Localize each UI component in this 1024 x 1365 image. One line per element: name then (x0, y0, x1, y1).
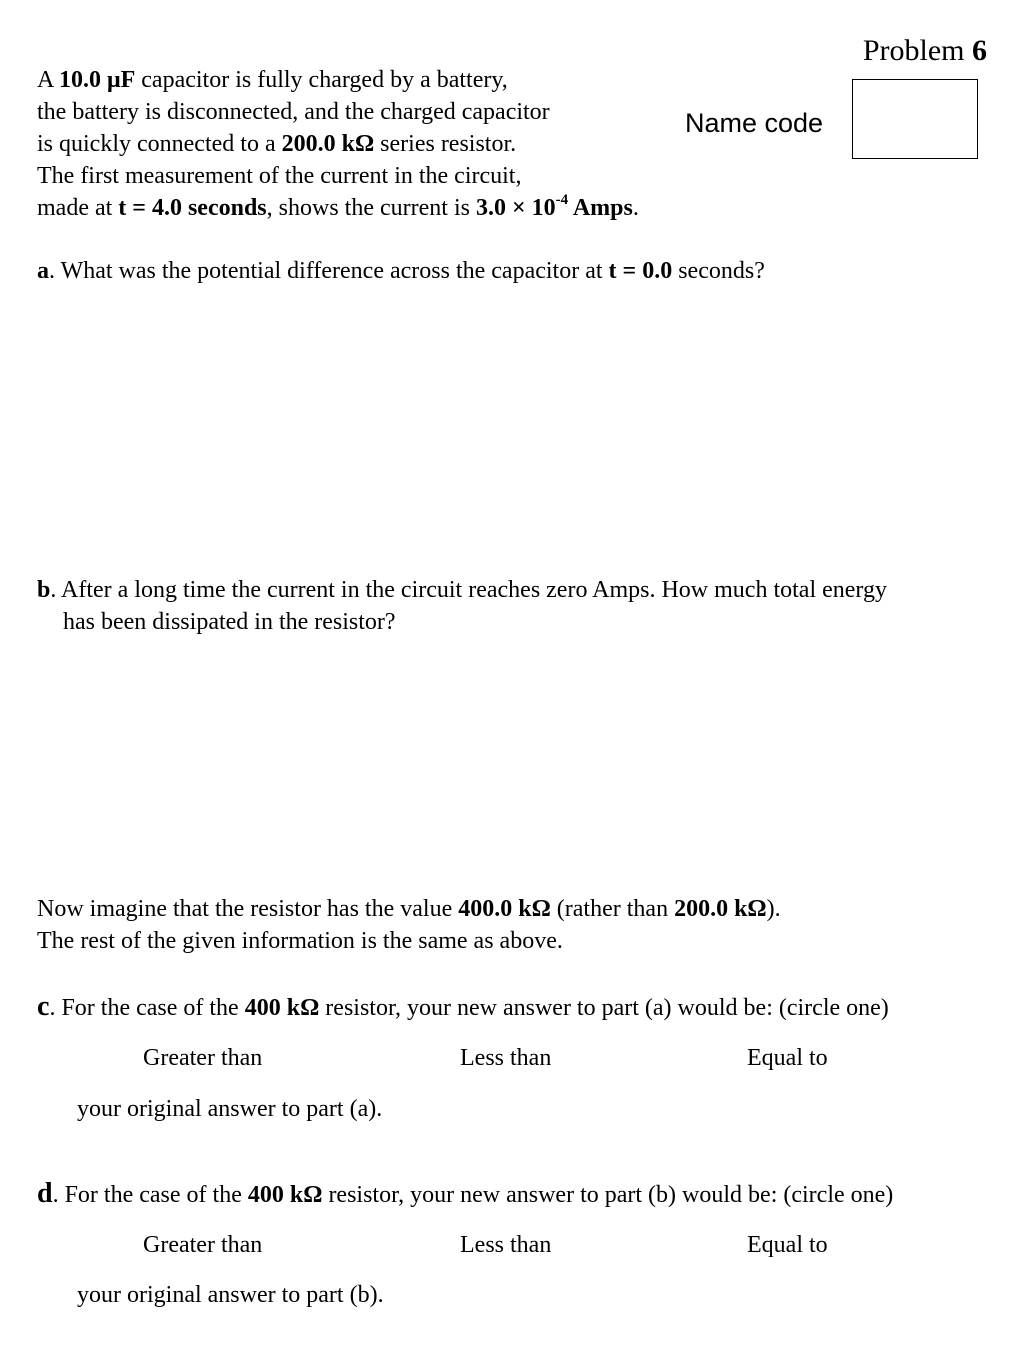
part-d-choice-greater[interactable]: Greater than (143, 1232, 263, 1258)
followup-text: ). (766, 896, 781, 922)
problem-title (863, 32, 987, 70)
intro-text: A (37, 67, 60, 93)
part-b-text: . After a long time the current in the circuit reaches zero Amps. How much total energy (50, 577, 887, 603)
part-c-text: resistor, your new answer to part (a) would be: (circle one) (319, 995, 889, 1021)
part-d-question (37, 1178, 893, 1211)
part-c-tail: your original answer to part (a). (77, 1096, 383, 1122)
old-resistance-value: 200.0 kΩ (674, 896, 767, 922)
resistance-value: 200.0 kΩ (281, 131, 375, 157)
new-resistance-value: 400.0 kΩ (458, 896, 551, 922)
intro-line-5 (37, 192, 639, 224)
intro-text: , shows the current is (266, 195, 476, 221)
part-a-time: t = 0.0 (608, 258, 673, 284)
intro-line-4: The first measurement of the current in the circuit, (37, 163, 522, 189)
followup-text: Now imagine that the resistor has the value (37, 896, 459, 922)
current-exponent: -4 (555, 192, 569, 208)
part-b-question-line-2: has been dissipated in the resistor? (63, 609, 396, 635)
name-code-box[interactable] (852, 79, 978, 159)
intro-line-3 (37, 128, 516, 160)
part-b-question-line-1 (37, 574, 887, 606)
intro-text: capacitor is fully charged by a battery, (135, 67, 508, 93)
intro-text: . (632, 195, 639, 221)
part-a-letter: a (37, 258, 49, 284)
part-c-letter: c (37, 991, 50, 1022)
part-a-question (37, 255, 765, 287)
followup-text: (rather than (550, 896, 675, 922)
part-d-choice-less[interactable]: Less than (460, 1232, 552, 1258)
part-a-text: seconds? (672, 258, 765, 284)
intro-line-1 (37, 64, 508, 96)
problem-number: 6 (972, 34, 987, 67)
part-c-choice-equal[interactable]: Equal to (747, 1045, 828, 1071)
part-c-choice-less[interactable]: Less than (460, 1045, 552, 1071)
current-unit: Amps (568, 195, 633, 221)
current-mantissa: 3.0 × 10 (475, 195, 556, 221)
part-b-letter: b (37, 577, 51, 603)
intro-line-2: the battery is disconnected, and the charged capacitor (37, 99, 550, 125)
part-c-text: . For the case of the (49, 995, 245, 1021)
intro-text: series resistor. (374, 131, 517, 157)
intro-text: is quickly connected to a (37, 131, 282, 157)
time-value: t = 4.0 seconds (118, 195, 267, 221)
part-d-tail: your original answer to part (b). (77, 1282, 384, 1308)
part-d-letter: d (37, 1178, 53, 1209)
part-d-text: resistor, your new answer to part (b) would be: (circle one) (322, 1182, 894, 1208)
part-d-resistance: 400 kΩ (247, 1182, 323, 1208)
current-value (475, 192, 633, 221)
part-d-choice-equal[interactable]: Equal to (747, 1232, 828, 1258)
capacitance-value: 10.0 μF (59, 67, 136, 93)
part-c-question (37, 991, 889, 1024)
part-c-choice-greater[interactable]: Greater than (143, 1045, 263, 1071)
intro-text: made at (37, 195, 119, 221)
part-c-resistance: 400 kΩ (244, 995, 320, 1021)
name-code-label: Name code (685, 108, 824, 138)
followup-line-2: The rest of the given information is the same as above. (37, 928, 563, 954)
followup-line-1 (37, 893, 781, 925)
part-a-text: . What was the potential difference across the capacitor at (49, 258, 609, 284)
part-d-text: . For the case of the (52, 1182, 248, 1208)
problem-label: Problem (862, 34, 965, 67)
